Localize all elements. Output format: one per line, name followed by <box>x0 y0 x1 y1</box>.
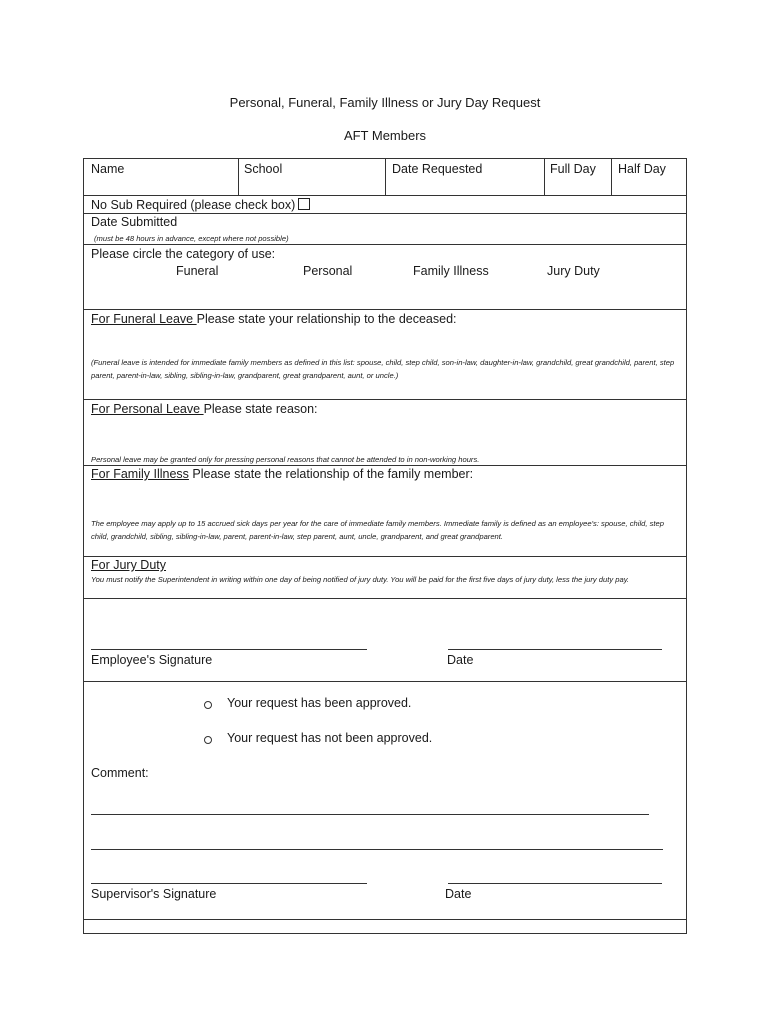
column-divider <box>544 159 545 195</box>
approved-radio[interactable] <box>204 701 212 709</box>
column-divider <box>238 159 239 195</box>
employee-signature-label: Employee's Signature <box>91 653 213 667</box>
employee-date-label: Date <box>447 653 474 667</box>
row-divider <box>84 919 686 920</box>
category-jury-duty[interactable]: Jury Duty <box>547 264 600 278</box>
funeral-section-heading[interactable] <box>91 312 457 326</box>
name-field-label[interactable]: Name <box>91 162 125 176</box>
comment-line[interactable] <box>91 814 649 815</box>
employee-signature-line[interactable] <box>91 649 367 650</box>
no-sub-label: No Sub Required (please check box) <box>91 198 296 212</box>
row-divider <box>84 465 686 466</box>
request-form <box>83 158 687 934</box>
funeral-note: (Funeral leave is intended for immediate family members as defined in this list: spouse, child, step child, son-in-law, daughter-in-law, grandchild, great grandchild, parent, step parent, parent-in-law, sibling, sibling-in-law, grandparent, great grandparent, aunt, or uncle.) <box>91 358 675 380</box>
supervisor-signature-label: Supervisor's Signature <box>91 887 217 901</box>
category-family-illness[interactable]: Family Illness <box>413 264 489 278</box>
row-divider <box>84 244 686 245</box>
funeral-heading: For Funeral Leave <box>91 312 197 326</box>
personal-heading: For Personal Leave <box>91 402 204 416</box>
personal-prompt: Please state reason: <box>203 402 318 416</box>
employee-date-line[interactable] <box>448 649 662 650</box>
category-funeral[interactable]: Funeral <box>176 264 219 278</box>
row-divider <box>84 556 686 557</box>
comment-line[interactable] <box>91 849 663 850</box>
school-field-label[interactable]: School <box>244 162 283 176</box>
row-divider <box>84 213 686 214</box>
jury-heading[interactable]: For Jury Duty <box>91 558 167 572</box>
no-sub-row <box>91 198 310 212</box>
row-divider <box>84 399 686 400</box>
approved-label: Your request has been approved. <box>227 696 412 710</box>
family-note: The employee may apply up to 15 accrued sick days per year for the care of immediate family members. Immediate family is defined as an employee's: spouse, child, step child, grandchild, sibling, sibling-in-law, parent, parent-in-law, step parent, aunt, uncle, grandparent, and great grandparent. <box>91 519 664 541</box>
column-divider <box>611 159 612 195</box>
funeral-prompt: Please state your relationship to the deceased: <box>196 312 457 326</box>
row-divider <box>84 681 686 682</box>
form-title: Personal, Funeral, Family Illness or Jury Day Request <box>229 95 541 110</box>
jury-note: You must notify the Superintendent in writing within one day of being notified of jury duty. You will be paid for the first five days of jury duty, less the jury duty pay. <box>91 575 630 584</box>
row-divider <box>84 195 686 196</box>
category-prompt: Please circle the category of use: <box>91 247 276 261</box>
no-sub-checkbox[interactable] <box>298 198 310 210</box>
supervisor-date-line[interactable] <box>448 883 662 884</box>
family-prompt: Please state the relationship of the family member: <box>188 467 474 481</box>
comment-label: Comment: <box>91 766 149 780</box>
row-divider <box>84 309 686 310</box>
personal-section-heading[interactable] <box>91 402 318 416</box>
family-section-heading[interactable] <box>91 467 473 481</box>
supervisor-date-label: Date <box>445 887 472 901</box>
category-personal[interactable]: Personal <box>303 264 353 278</box>
row-divider <box>84 598 686 599</box>
date-requested-field-label[interactable]: Date Requested <box>392 162 483 176</box>
form-subtitle: AFT Members <box>343 128 427 143</box>
family-heading: For Family Illness <box>91 467 189 481</box>
date-submitted-label[interactable]: Date Submitted <box>91 215 178 229</box>
not-approved-label: Your request has not been approved. <box>227 731 433 745</box>
half-day-field-label[interactable]: Half Day <box>618 162 666 176</box>
date-submitted-note: (must be 48 hours in advance, except where not possible) <box>94 234 289 243</box>
personal-note: Personal leave may be granted only for pressing personal reasons that cannot be attended to in non-working hours. <box>91 455 480 464</box>
not-approved-radio[interactable] <box>204 736 212 744</box>
supervisor-signature-line[interactable] <box>91 883 367 884</box>
column-divider <box>385 159 386 195</box>
full-day-field-label[interactable]: Full Day <box>550 162 596 176</box>
